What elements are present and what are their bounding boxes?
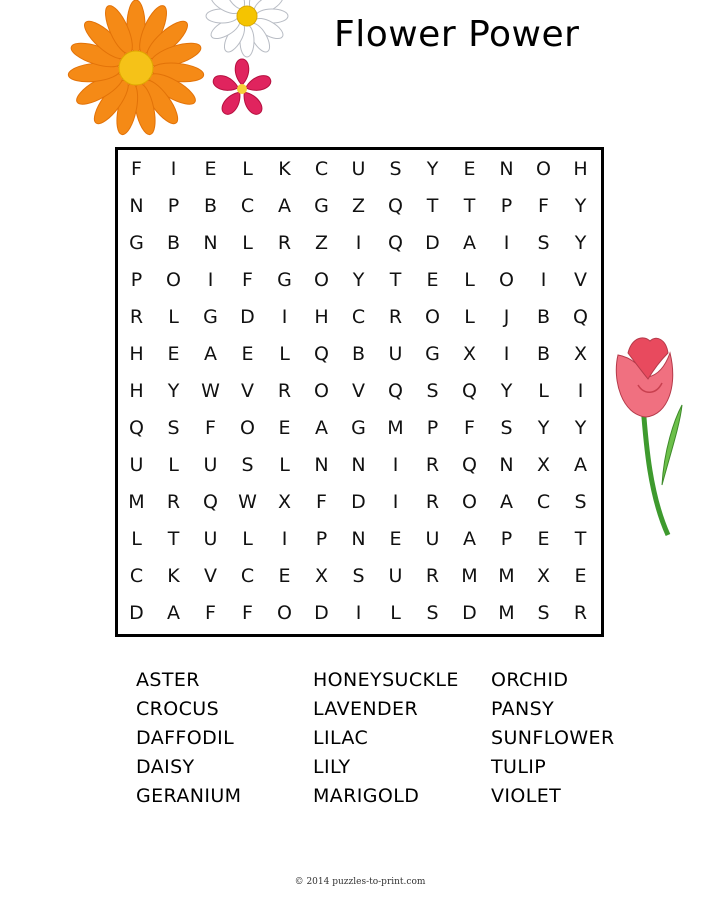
grid-letter: G bbox=[314, 194, 329, 217]
grid-letter: Q bbox=[388, 379, 403, 402]
grid-letter: I bbox=[170, 157, 177, 180]
grid-letter: N bbox=[351, 453, 366, 476]
grid-letter: O bbox=[166, 268, 181, 291]
grid-letter: H bbox=[129, 342, 144, 365]
grid-letter: I bbox=[540, 268, 547, 291]
grid-letter: L bbox=[168, 305, 179, 328]
grid-letter: R bbox=[573, 601, 588, 624]
grid-letter: Q bbox=[129, 416, 144, 439]
grid-letter: B bbox=[536, 305, 551, 328]
word-list-item: SUNFLOWER bbox=[491, 727, 615, 749]
grid-letter: R bbox=[388, 305, 403, 328]
grid-letter: N bbox=[203, 231, 218, 254]
page-title: Flower Power bbox=[334, 14, 580, 55]
grid-letter: E bbox=[426, 268, 439, 291]
grid-letter: A bbox=[463, 231, 476, 254]
grid-letter: S bbox=[352, 564, 365, 587]
grid-letter: O bbox=[499, 268, 514, 291]
grid-letter: X bbox=[462, 342, 477, 365]
grid-letter: S bbox=[574, 490, 587, 513]
grid-letter: I bbox=[503, 231, 510, 254]
grid-letter: V bbox=[574, 268, 587, 291]
grid-letter: E bbox=[204, 157, 217, 180]
grid-letter: D bbox=[129, 601, 144, 624]
grid-letter: A bbox=[315, 416, 328, 439]
grid-letter: N bbox=[351, 527, 366, 550]
grid-letter: S bbox=[426, 379, 439, 402]
grid-letter: E bbox=[241, 342, 254, 365]
grid-letter: U bbox=[129, 453, 144, 476]
grid-letter: V bbox=[204, 564, 217, 587]
grid-letter: A bbox=[574, 453, 587, 476]
grid-letter: Y bbox=[167, 379, 180, 402]
grid-letter: R bbox=[277, 379, 292, 402]
grid-letter: W bbox=[201, 379, 220, 402]
grid-letter: L bbox=[168, 453, 179, 476]
grid-letter: F bbox=[205, 601, 216, 624]
grid-letter: D bbox=[425, 231, 440, 254]
grid-letter: D bbox=[351, 490, 366, 513]
grid-letter: P bbox=[500, 527, 513, 550]
word-list-item: DAFFODIL bbox=[136, 727, 235, 749]
grid-letter: U bbox=[425, 527, 440, 550]
grid-letter: P bbox=[167, 194, 180, 217]
grid-letter: G bbox=[425, 342, 440, 365]
grid-letter: D bbox=[314, 601, 329, 624]
grid-letter: F bbox=[205, 416, 216, 439]
grid-letter: F bbox=[316, 490, 327, 513]
grid-letter: U bbox=[203, 453, 218, 476]
grid-letter: I bbox=[355, 601, 362, 624]
grid-letter: S bbox=[167, 416, 180, 439]
grid-letter: X bbox=[536, 453, 551, 476]
grid-letter: Y bbox=[574, 416, 587, 439]
grid-letter: O bbox=[314, 379, 329, 402]
grid-letter: O bbox=[314, 268, 329, 291]
grid-letter: X bbox=[536, 564, 551, 587]
grid-letter: F bbox=[242, 268, 253, 291]
grid-letter: C bbox=[536, 490, 551, 513]
grid-letter: S bbox=[241, 453, 254, 476]
grid-letter: L bbox=[464, 305, 475, 328]
grid-letter: L bbox=[242, 157, 253, 180]
grid-letter: D bbox=[462, 601, 477, 624]
grid-letter: I bbox=[503, 342, 510, 365]
grid-letter: S bbox=[537, 231, 550, 254]
grid-letter: M bbox=[461, 564, 478, 587]
grid-letter: S bbox=[389, 157, 402, 180]
grid-letter: L bbox=[131, 527, 142, 550]
grid-letter: L bbox=[538, 379, 549, 402]
grid-letter: F bbox=[131, 157, 142, 180]
grid-letter: T bbox=[463, 194, 476, 217]
grid-letter: A bbox=[500, 490, 513, 513]
word-list bbox=[0, 666, 720, 816]
grid-letter: A bbox=[278, 194, 291, 217]
grid-letter: E bbox=[537, 527, 550, 550]
grid-letter: I bbox=[281, 527, 288, 550]
grid-letter: S bbox=[426, 601, 439, 624]
grid-letter: U bbox=[388, 342, 403, 365]
grid-letter: T bbox=[389, 268, 402, 291]
grid-letter: M bbox=[387, 416, 404, 439]
word-list-item: LAVENDER bbox=[313, 698, 419, 720]
grid-letter: I bbox=[207, 268, 214, 291]
grid-letter: G bbox=[277, 268, 292, 291]
grid-letter: W bbox=[238, 490, 257, 513]
grid-letter: N bbox=[499, 157, 514, 180]
word-list-item: GERANIUM bbox=[136, 785, 242, 807]
grid-letter: E bbox=[278, 416, 291, 439]
word-list-item: PANSY bbox=[491, 698, 555, 720]
grid-letter: J bbox=[503, 305, 510, 328]
word-list-item: ASTER bbox=[136, 669, 200, 691]
grid-letter: Y bbox=[426, 157, 439, 180]
grid-letter: G bbox=[203, 305, 218, 328]
grid-letter: P bbox=[130, 268, 143, 291]
grid-letter: M bbox=[128, 490, 145, 513]
grid-letter: C bbox=[240, 564, 255, 587]
pink-flower-icon bbox=[202, 55, 282, 125]
grid-letter: S bbox=[500, 416, 513, 439]
grid-letter: E bbox=[278, 564, 291, 587]
grid-letter: R bbox=[166, 490, 181, 513]
grid-letter: L bbox=[279, 453, 290, 476]
word-list-item: DAISY bbox=[136, 756, 195, 778]
letter-grid bbox=[118, 150, 599, 631]
grid-letter: A bbox=[167, 601, 180, 624]
grid-letter: L bbox=[242, 527, 253, 550]
grid-letter: T bbox=[574, 527, 587, 550]
grid-letter: O bbox=[277, 601, 292, 624]
grid-letter: E bbox=[463, 157, 476, 180]
grid-letter: D bbox=[240, 305, 255, 328]
grid-letter: O bbox=[536, 157, 551, 180]
grid-letter: B bbox=[166, 231, 181, 254]
word-list-item: MARIGOLD bbox=[313, 785, 420, 807]
grid-letter: O bbox=[462, 490, 477, 513]
grid-letter: P bbox=[500, 194, 513, 217]
grid-letter: L bbox=[464, 268, 475, 291]
grid-letter: O bbox=[425, 305, 440, 328]
grid-letter: C bbox=[240, 194, 255, 217]
grid-letter: R bbox=[425, 453, 440, 476]
word-list-item: CROCUS bbox=[136, 698, 220, 720]
grid-letter: C bbox=[351, 305, 366, 328]
white-daisy-icon bbox=[202, 0, 292, 60]
red-tulip-icon bbox=[610, 335, 690, 540]
grid-letter: R bbox=[425, 564, 440, 587]
word-list-item: HONEYSUCKLE bbox=[313, 669, 459, 691]
grid-letter: E bbox=[167, 342, 180, 365]
grid-letter: P bbox=[315, 527, 328, 550]
grid-letter: C bbox=[129, 564, 144, 587]
grid-letter: X bbox=[277, 490, 292, 513]
grid-letter: R bbox=[129, 305, 144, 328]
grid-letter: K bbox=[278, 157, 291, 180]
word-column bbox=[136, 666, 241, 811]
word-column bbox=[313, 666, 459, 811]
grid-letter: E bbox=[389, 527, 402, 550]
grid-letter: T bbox=[426, 194, 439, 217]
grid-letter: S bbox=[537, 601, 550, 624]
grid-letter: Y bbox=[574, 194, 587, 217]
word-list-item: LILY bbox=[313, 756, 351, 778]
grid-letter: Y bbox=[537, 416, 550, 439]
grid-letter: B bbox=[203, 194, 218, 217]
grid-letter: I bbox=[281, 305, 288, 328]
grid-letter: H bbox=[314, 305, 329, 328]
grid-letter: M bbox=[498, 601, 515, 624]
grid-letter: M bbox=[498, 564, 515, 587]
grid-letter: P bbox=[426, 416, 439, 439]
grid-letter: I bbox=[355, 231, 362, 254]
grid-letter: Y bbox=[574, 231, 587, 254]
grid-letter: L bbox=[279, 342, 290, 365]
grid-letter: Y bbox=[352, 268, 365, 291]
word-list-item: VIOLET bbox=[491, 785, 562, 807]
grid-letter: I bbox=[392, 490, 399, 513]
grid-letter: Q bbox=[462, 379, 477, 402]
orange-daisy-icon bbox=[66, 0, 206, 140]
grid-letter: H bbox=[573, 157, 588, 180]
grid-letter: A bbox=[204, 342, 217, 365]
grid-letter: L bbox=[390, 601, 401, 624]
grid-letter: C bbox=[314, 157, 329, 180]
grid-letter: N bbox=[129, 194, 144, 217]
grid-letter: B bbox=[351, 342, 366, 365]
grid-letter: F bbox=[242, 601, 253, 624]
grid-letter: B bbox=[536, 342, 551, 365]
grid-letter: Z bbox=[351, 194, 366, 217]
grid-letter: A bbox=[463, 527, 476, 550]
grid-letter: F bbox=[464, 416, 475, 439]
grid-letter: G bbox=[129, 231, 144, 254]
grid-letter: Z bbox=[314, 231, 329, 254]
grid-letter: H bbox=[129, 379, 144, 402]
word-column bbox=[491, 666, 615, 811]
grid-letter: Q bbox=[462, 453, 477, 476]
grid-letter: I bbox=[577, 379, 584, 402]
grid-letter: U bbox=[388, 564, 403, 587]
grid-letter: X bbox=[314, 564, 329, 587]
grid-letter: R bbox=[277, 231, 292, 254]
grid-letter: X bbox=[573, 342, 588, 365]
copyright-footer: © 2014 puzzles-to-print.com bbox=[294, 877, 426, 887]
grid-letter: O bbox=[240, 416, 255, 439]
grid-letter: Q bbox=[573, 305, 588, 328]
grid-letter: L bbox=[242, 231, 253, 254]
grid-letter: F bbox=[538, 194, 549, 217]
word-list-item: ORCHID bbox=[491, 669, 569, 691]
grid-letter: T bbox=[167, 527, 180, 550]
grid-letter: Q bbox=[388, 231, 403, 254]
grid-letter: R bbox=[425, 490, 440, 513]
grid-letter: N bbox=[499, 453, 514, 476]
word-list-item: TULIP bbox=[491, 756, 547, 778]
grid-letter: Q bbox=[314, 342, 329, 365]
grid-letter: K bbox=[167, 564, 180, 587]
grid-letter: N bbox=[314, 453, 329, 476]
grid-letter: Q bbox=[388, 194, 403, 217]
grid-letter: V bbox=[352, 379, 365, 402]
grid-letter: U bbox=[351, 157, 366, 180]
grid-letter: G bbox=[351, 416, 366, 439]
grid-letter: Q bbox=[203, 490, 218, 513]
word-list-item: LILAC bbox=[313, 727, 369, 749]
grid-letter: U bbox=[203, 527, 218, 550]
grid-letter: V bbox=[241, 379, 254, 402]
grid-letter: Y bbox=[500, 379, 513, 402]
grid-letter: I bbox=[392, 453, 399, 476]
grid-letter: E bbox=[574, 564, 587, 587]
